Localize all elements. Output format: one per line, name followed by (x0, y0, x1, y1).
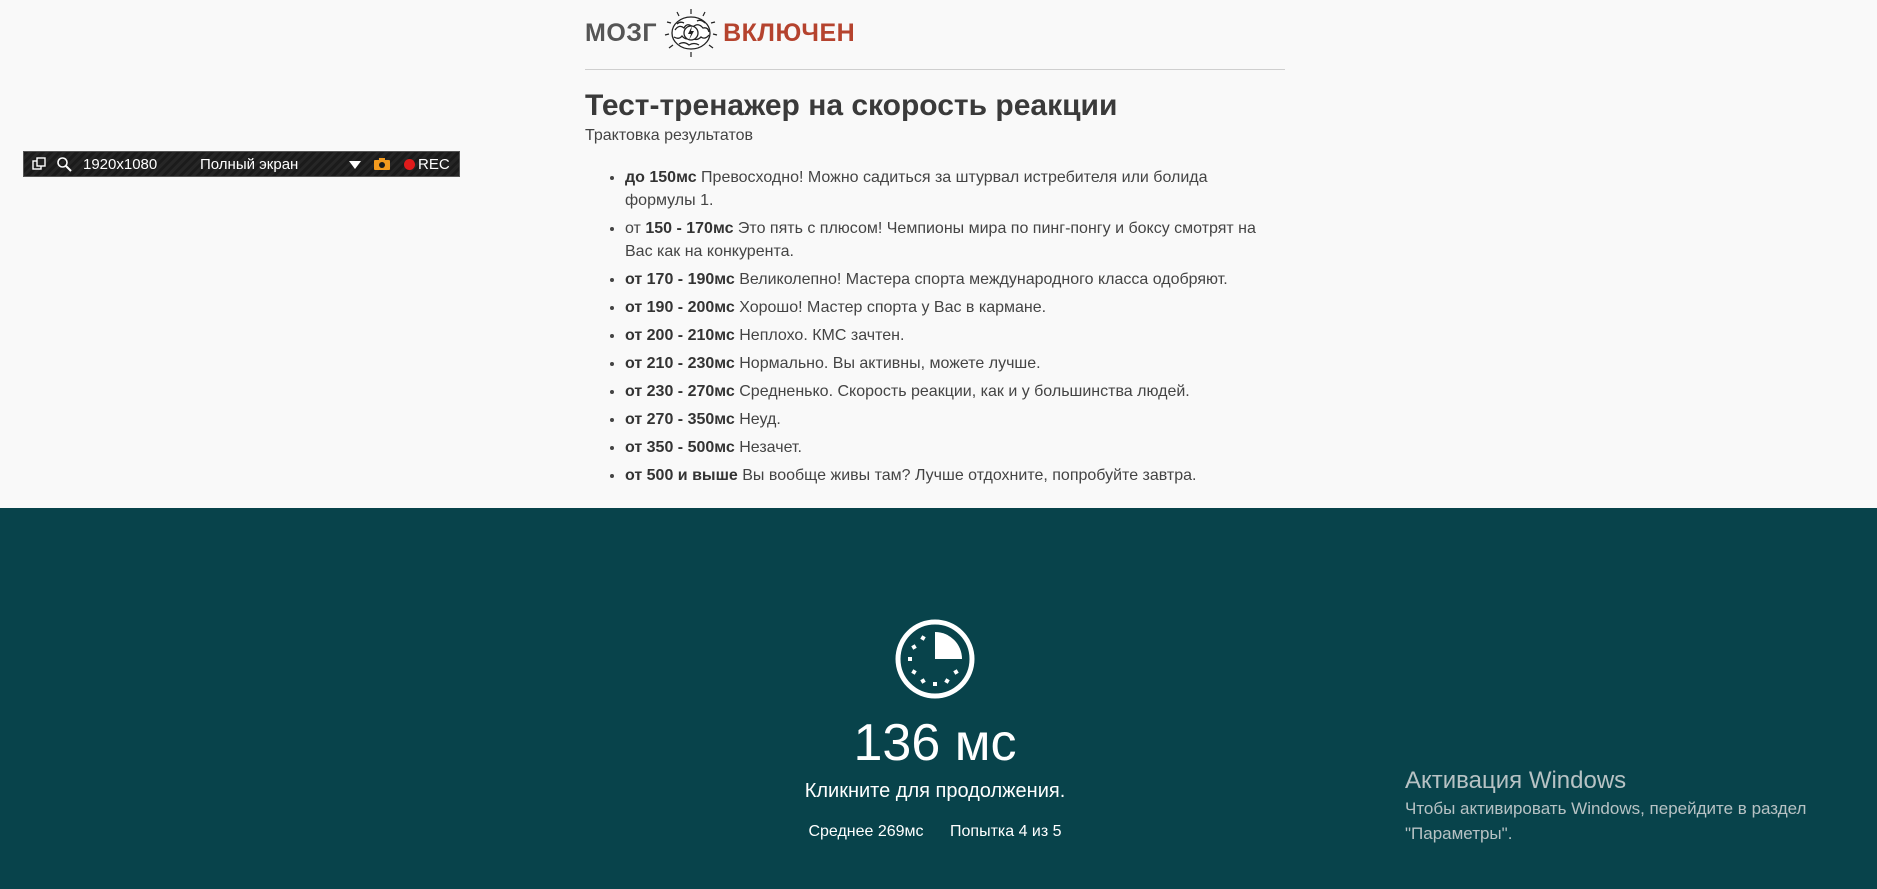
range-label: от 190 - 200мс (625, 299, 735, 316)
chevron-down-icon[interactable] (349, 161, 361, 169)
watermark-text: Чтобы активировать Windows, перейдите в раздел "Параметры". (1405, 799, 1807, 843)
range-label: от 200 - 210мс (625, 327, 735, 344)
list-item (625, 296, 1275, 319)
range-label: от 170 - 190мс (625, 271, 735, 288)
list-item (625, 352, 1275, 375)
list-item (625, 436, 1275, 459)
watermark-title: Активация Windows (1405, 767, 1627, 794)
range-text: Нормально. Вы активны, можете лучше. (734, 355, 1041, 372)
page-subtitle: Трактовка результатов (585, 127, 754, 144)
page-title: Тест-тренажер на скорость реакции (585, 89, 1118, 122)
clock-icon (894, 618, 976, 700)
logo-text-brain: МОЗГ (585, 18, 658, 47)
range-label: от 230 - 270мс (625, 383, 735, 400)
range-label: от 350 - 500мс (625, 439, 735, 456)
range-text: Хорошо! Мастер спорта у Вас в кармане. (734, 299, 1047, 316)
record-label: REC (418, 156, 450, 173)
continue-hint: Кликните для продолжения. (804, 780, 1066, 802)
attempt-counter: Попытка 4 из 5 (950, 823, 1062, 840)
list-item (625, 166, 1275, 212)
range-label: от 270 - 350мс (625, 411, 735, 428)
range-label: до 150мс (625, 169, 697, 186)
range-text: Незачет. (734, 439, 802, 456)
range-label: от 500 и выше (625, 467, 738, 484)
average-time: Среднее 269мс (808, 823, 924, 840)
capture-mode-select[interactable]: Полный экран (200, 156, 299, 173)
site-logo[interactable] (585, 8, 855, 58)
range-label: 150 - 170мс (645, 220, 734, 237)
reaction-time-result: 136 мс (853, 714, 1017, 772)
restore-window-icon[interactable] (32, 157, 46, 171)
recorder-toolbar[interactable] (23, 151, 460, 177)
range-text: Великолепно! Мастера спорта международного класса одобряют. (734, 271, 1228, 288)
camera-icon[interactable] (373, 157, 391, 171)
range-prefix: от (625, 220, 646, 237)
results-list (585, 166, 1275, 492)
list-item (625, 464, 1275, 487)
resolution-label[interactable]: 1920x1080 (83, 156, 158, 173)
list-item (625, 217, 1275, 263)
list-item (625, 324, 1275, 347)
range-text: Неуд. (734, 411, 781, 428)
logo-text-on: ВКЛЮЧЕН (723, 18, 856, 47)
record-button[interactable] (404, 156, 450, 173)
list-item (625, 408, 1275, 431)
list-item (625, 380, 1275, 403)
brain-lightning-icon (661, 8, 721, 58)
record-dot-icon (404, 159, 415, 170)
range-text: Неплохо. КМС зачтен. (734, 327, 905, 344)
range-label: от 210 - 230мс (625, 355, 735, 372)
list-item (625, 268, 1275, 291)
windows-activation-watermark (1405, 766, 1845, 846)
reaction-test-panel[interactable] (0, 508, 1877, 889)
header-divider (585, 69, 1285, 70)
range-text: Это пять с плюсом! Чемпионы мира по пинг-понгу и боксу смотрят на Вас как на конкурента. (625, 220, 1256, 260)
zoom-icon[interactable] (56, 156, 72, 172)
range-text: Средненько. Скорость реакции, как и у большинства людей. (734, 383, 1190, 400)
range-text: Вы вообще живы там? Лучше отдохните, попробуйте завтра. (737, 467, 1197, 484)
range-text: Превосходно! Можно садиться за штурвал истребителя или болида формулы 1. (625, 169, 1208, 209)
